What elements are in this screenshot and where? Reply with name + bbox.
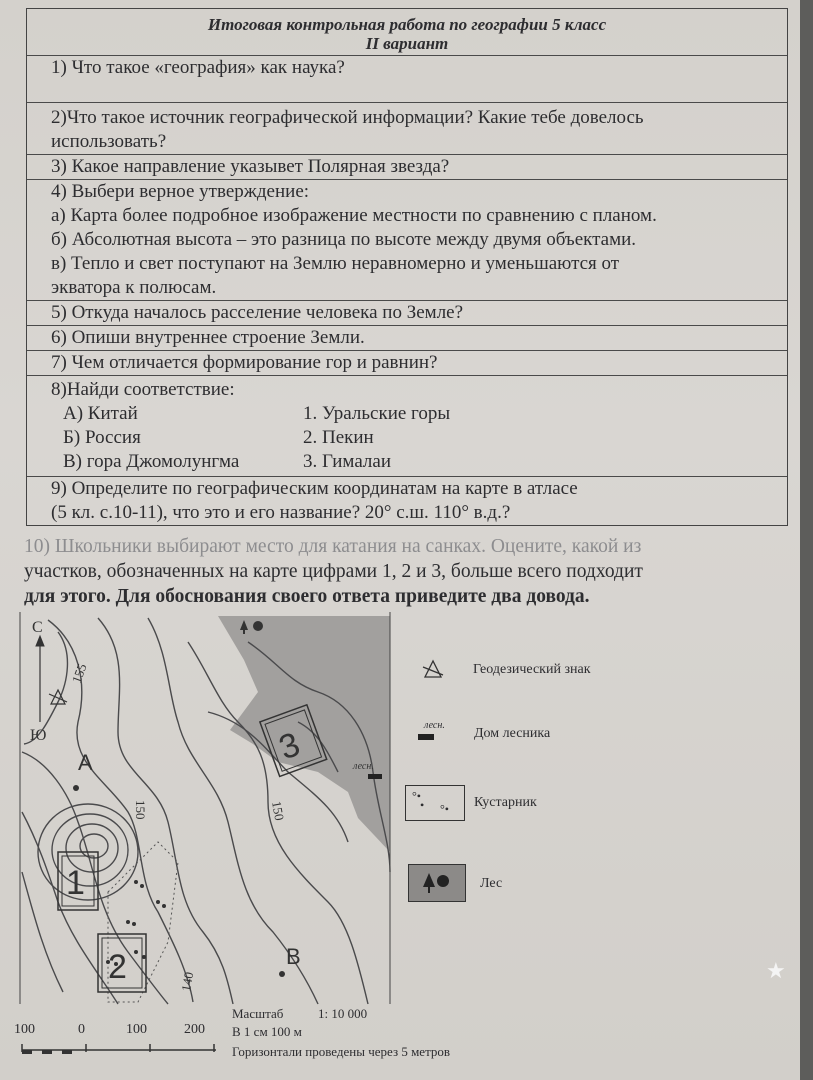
forester-legend-icon	[418, 734, 434, 740]
point-a-marker	[73, 785, 79, 791]
scale-tick-label: 100	[14, 1022, 35, 1037]
question-4: 4) Выбери верное утверждение: а) Карта более подробное изображение местности по сравнению с планом. б) Абсолютная высота – это разница по высоте между двумя объектами. в) Тепло и свет поступают на Землю неравномерно и уменьшаются от экватора к полюсам.	[27, 179, 787, 300]
area-2-label: 2	[108, 948, 127, 986]
match-right-item: 3. Гималаи	[303, 451, 392, 472]
point-b-label: В	[286, 944, 301, 969]
point-a-label: А	[78, 750, 93, 775]
question-7: 7) Чем отличается формирование гор и равнин?	[27, 350, 787, 375]
shrub-dot	[134, 880, 138, 884]
legend-forester-label: Дом лесника	[474, 726, 551, 741]
scale-tick-label: 200	[184, 1022, 205, 1037]
forest-legend-icon	[409, 865, 465, 901]
scale-note: Горизонтали проведены через 5 метров	[232, 1044, 451, 1059]
contour-label-150: 150	[133, 800, 148, 820]
topographic-map	[18, 612, 398, 1007]
star-icon: ★	[766, 958, 786, 983]
question-2: 2)Что такое источник географической информации? Какие тебе довелось использовать?	[27, 102, 787, 154]
question-8: 8)Найди соответствие: А) Китай Б) Россия В) гора Джомолунгма 1. Уральские горы 2. Пекин 3. Гималаи	[27, 375, 787, 476]
scale-per-cm: В 1 см 100 м	[232, 1024, 302, 1039]
area-1-marker	[58, 852, 98, 910]
forester-house-icon	[368, 774, 382, 779]
geodetic-legend-icon	[418, 655, 448, 685]
header-row	[27, 9, 787, 55]
shrub-dot	[162, 904, 166, 908]
forest-icon-trunk	[243, 630, 245, 634]
match-row	[51, 402, 781, 474]
option-a: а) Карта более подробное изображение местности по сравнению с планом.	[51, 205, 657, 226]
scale-tick-label: 100	[126, 1022, 147, 1037]
forest-legend-box	[408, 864, 466, 902]
south-label: Ю	[30, 727, 47, 744]
shrub-dot	[156, 900, 160, 904]
questions-table	[26, 8, 788, 526]
contour-ring	[80, 834, 108, 858]
contour-label-155: 155	[68, 661, 90, 686]
contour-label-140: 140	[178, 970, 197, 993]
north-arrow-head	[36, 636, 44, 646]
scale-title: Масштаб	[232, 1006, 284, 1021]
match-left-item: В) гора Джомолунгма	[63, 451, 240, 472]
shrub-dot	[134, 950, 138, 954]
shrub-legend-box: °• • °•	[405, 785, 465, 821]
north-arrow	[36, 636, 44, 722]
question-6: 6) Опиши внутреннее строение Земли.	[27, 325, 787, 350]
scale-bar	[20, 1040, 220, 1060]
question-1: 1) Что такое «география» как наука?	[27, 55, 787, 102]
question-3: 3) Какое направление указывет Полярная звезда?	[27, 154, 787, 179]
point-b-marker	[279, 971, 285, 977]
match-left-item: Б) Россия	[63, 427, 141, 448]
forester-house-label: лесн.	[353, 761, 374, 772]
legend-forester-small-label: лесн.	[424, 720, 445, 731]
question-9: 9) Определите по географическим координатам на карте в атласе (5 кл. с.10-11), что это и его название? 20° с.ш. 110° в.д.?	[27, 476, 787, 525]
shrub-legend-icon: °•	[412, 789, 421, 803]
match-left-item: А) Китай	[63, 403, 138, 424]
shrub-dot	[126, 920, 130, 924]
option-b: б) Абсолютная высота – это разница по высоте между двумя объектами.	[51, 229, 637, 250]
page-title: Итоговая контрольная работа по географии 5 класс	[207, 15, 607, 34]
question-5: 5) Откуда началось расселение человека по Земле?	[27, 300, 787, 325]
legend-shrub-label: Кустарник	[474, 795, 537, 810]
match-right-item: 2. Пекин	[303, 427, 374, 448]
legend-forest-label: Лес	[480, 876, 503, 891]
contour-line	[98, 618, 233, 1004]
option-c: в) Тепло и свет поступают на Землю неравномерно и уменьшаются от	[51, 253, 620, 274]
contour-line	[22, 812, 118, 1004]
variant-label: II вариант	[365, 34, 449, 53]
area-1-label: 1	[66, 864, 85, 902]
contour-label-150: 150	[269, 799, 288, 822]
shrub-dot	[140, 884, 144, 888]
forest-area	[218, 616, 390, 852]
legend-geodetic-label: Геодезический знак	[473, 662, 591, 677]
scale-ratio: 1: 10 000	[318, 1006, 368, 1021]
question-10: 10) Школьники выбирают место для катания на санках. Оцените, какой из участков, обозначенных на карте цифрами 1, 2 и 3, больше всего подходит для этого. Для обоснования своего ответа приведите два довода.	[24, 536, 643, 607]
match-right-item: 1. Уральские горы	[303, 403, 451, 424]
area-3-label: 3	[274, 725, 305, 768]
north-label: С	[32, 619, 43, 636]
page-edge	[800, 0, 813, 1080]
contour-ring	[52, 814, 128, 886]
shrub-dot	[132, 922, 136, 926]
scale-tick-label: 0	[78, 1022, 85, 1037]
forest-icon-crown	[253, 621, 263, 631]
